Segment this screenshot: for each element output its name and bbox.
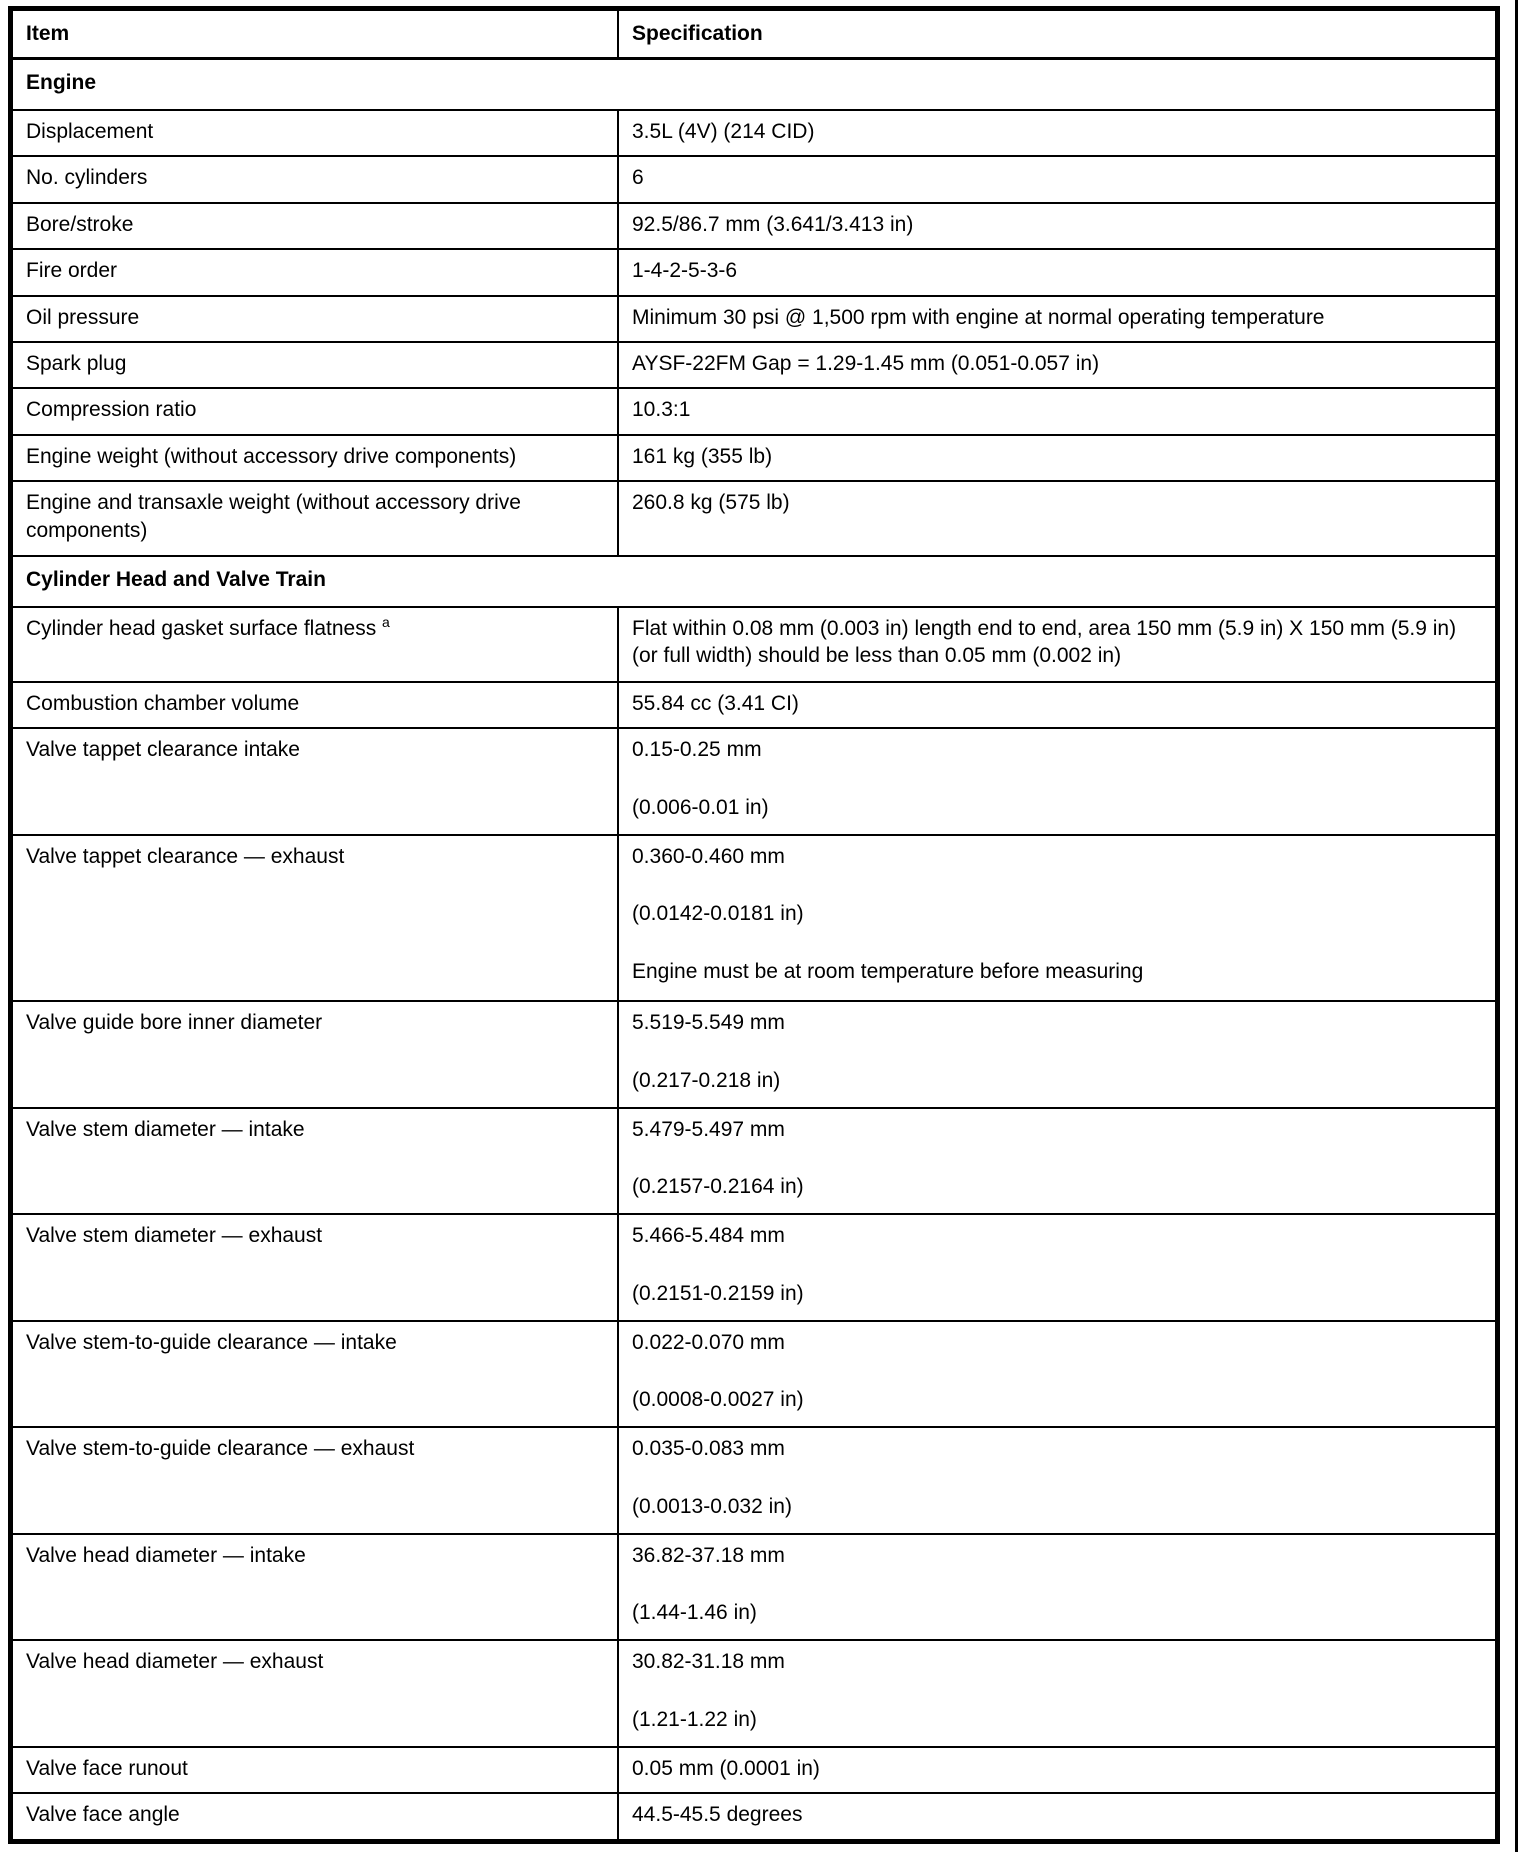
- spec-cell: [618, 1108, 1498, 1214]
- spec-cell: [618, 1793, 1498, 1841]
- spec-cell: [618, 203, 1498, 249]
- item-label: Valve head diameter — exhaust: [26, 1650, 324, 1674]
- page-edge-rule: [1515, 0, 1518, 1852]
- spec-cell: [618, 1214, 1498, 1320]
- item-cell: [11, 1001, 619, 1107]
- spec-line: 55.84 cc (3.41 CI): [632, 692, 799, 715]
- item-label: Valve stem diameter — intake: [26, 1117, 305, 1141]
- item-cell: [11, 296, 619, 342]
- item-label: Displacement: [26, 119, 154, 143]
- item-label: Valve stem-to-guide clearance — intake: [26, 1330, 397, 1354]
- spec-line: 44.5-45.5 degrees: [632, 1803, 803, 1827]
- spec-line: 30.82-31.18 mm: [632, 1650, 785, 1674]
- spec-line: 36.82-37.18 mm: [632, 1543, 785, 1567]
- item-label: Valve stem-to-guide clearance — exhaust: [26, 1437, 415, 1461]
- footnote-marker: a: [382, 613, 390, 630]
- section-row: [11, 556, 1498, 607]
- spec-line: 161 kg (355 lb): [632, 444, 773, 468]
- spec-cell: [618, 682, 1498, 728]
- table-row: [11, 1427, 1498, 1533]
- item-cell: [11, 481, 619, 556]
- spec-line: 5.519-5.549 mm: [632, 1011, 785, 1035]
- item-cell: [11, 1214, 619, 1320]
- spec-cell: [618, 607, 1498, 682]
- table-row: [11, 835, 1498, 1002]
- item-cell: [11, 1108, 619, 1214]
- spec-line: Minimum 30 psi @ 1,500 rpm with engine at normal operating temperature: [632, 305, 1325, 329]
- item-cell: [11, 1747, 619, 1793]
- spec-line: 10.3:1: [632, 398, 691, 422]
- item-label: Combustion chamber volume: [26, 692, 300, 715]
- item-label: Valve tappet clearance intake: [26, 738, 300, 762]
- item-cell: [11, 388, 619, 434]
- item-cell: [11, 1640, 619, 1746]
- spec-line: (1.21-1.22 in): [632, 1707, 757, 1731]
- item-cell: [11, 156, 619, 202]
- spec-cell: [618, 728, 1498, 834]
- spec-line: 5.479-5.497 mm: [632, 1117, 785, 1141]
- spec-cell: [618, 1640, 1498, 1746]
- item-label: Valve face runout: [26, 1756, 188, 1780]
- item-cell: [11, 728, 619, 834]
- item-cell: [11, 1793, 619, 1841]
- spec-line: 0.15-0.25 mm: [632, 738, 762, 762]
- item-cell: [11, 110, 619, 156]
- spec-line: 260.8 kg (575 lb): [632, 491, 790, 515]
- table-row: [11, 249, 1498, 295]
- table-header: [11, 9, 1498, 59]
- spec-line: (0.0013-0.032 in): [632, 1494, 792, 1518]
- spec-cell: [618, 1747, 1498, 1793]
- table-row: [11, 728, 1498, 834]
- spec-cell: [618, 110, 1498, 156]
- spec-line: 1-4-2-5-3-6: [632, 259, 738, 283]
- table-row: [11, 110, 1498, 156]
- table-body: [11, 59, 1498, 1842]
- item-label: Valve head diameter — intake: [26, 1543, 306, 1567]
- section-title: Cylinder Head and Valve Train: [11, 556, 1498, 607]
- item-label: Oil pressure: [26, 305, 140, 329]
- spec-cell: [618, 481, 1498, 556]
- item-cell: [11, 835, 619, 1002]
- item-cell: [11, 682, 619, 728]
- table-row: [11, 1534, 1498, 1640]
- spec-cell: [618, 249, 1498, 295]
- item-cell: [11, 203, 619, 249]
- table-row: [11, 1321, 1498, 1427]
- table-row: [11, 481, 1498, 556]
- spec-line: Engine must be at room temperature before measuring: [632, 959, 1144, 983]
- table-row: [11, 1747, 1498, 1793]
- table-row: [11, 607, 1498, 682]
- item-label: Fire order: [26, 259, 118, 283]
- table-row: [11, 342, 1498, 388]
- section-row: [11, 59, 1498, 110]
- item-label: Engine and transaxle weight (without accessory drive components): [26, 491, 521, 542]
- spec-line: 0.022-0.070 mm: [632, 1330, 785, 1354]
- column-header-specification: Specification: [618, 9, 1498, 59]
- spec-cell: [618, 435, 1498, 481]
- table-row: [11, 1214, 1498, 1320]
- spec-cell: [618, 156, 1498, 202]
- table-row: [11, 203, 1498, 249]
- item-label: Compression ratio: [26, 398, 197, 422]
- table-row: [11, 435, 1498, 481]
- spec-line: 6: [632, 166, 644, 190]
- table-row: [11, 388, 1498, 434]
- spec-cell: [618, 1321, 1498, 1427]
- table-row: [11, 156, 1498, 202]
- spec-line: 5.466-5.484 mm: [632, 1224, 785, 1248]
- item-cell: [11, 1321, 619, 1427]
- header-row: [11, 9, 1498, 59]
- item-label: Engine weight (without accessory drive components): [26, 444, 517, 468]
- spec-line: (0.2151-0.2159 in): [632, 1281, 804, 1305]
- spec-cell: [618, 1534, 1498, 1640]
- item-label: Valve face angle: [26, 1803, 180, 1827]
- item-cell: [11, 435, 619, 481]
- spec-cell: [618, 1001, 1498, 1107]
- table-row: [11, 682, 1498, 728]
- spec-line: (0.006-0.01 in): [632, 795, 769, 819]
- spec-line: 3.5L (4V) (214 CID): [632, 119, 815, 143]
- item-cell: [11, 249, 619, 295]
- spec-line: 0.360-0.460 mm: [632, 844, 785, 868]
- item-label: Valve tappet clearance — exhaust: [26, 844, 345, 868]
- item-label: Valve stem diameter — exhaust: [26, 1224, 323, 1248]
- specification-table: [8, 6, 1500, 1844]
- spec-line: 92.5/86.7 mm (3.641/3.413 in): [632, 212, 914, 236]
- spec-line: 0.05 mm (0.0001 in): [632, 1756, 820, 1780]
- item-label: No. cylinders: [26, 166, 148, 190]
- spec-line: (0.0142-0.0181 in): [632, 902, 804, 926]
- item-label: Cylinder head gasket surface flatness: [26, 616, 377, 640]
- spec-line: (0.2157-0.2164 in): [632, 1175, 804, 1199]
- spec-cell: [618, 296, 1498, 342]
- item-cell: [11, 342, 619, 388]
- table-row: [11, 1640, 1498, 1746]
- item-label: Spark plug: [26, 352, 127, 376]
- spec-cell: [618, 1427, 1498, 1533]
- item-cell: [11, 1427, 619, 1533]
- item-label: Bore/stroke: [26, 212, 134, 236]
- spec-line: (0.0008-0.0027 in): [632, 1388, 804, 1412]
- spec-cell: [618, 342, 1498, 388]
- column-header-item: Item: [11, 9, 619, 59]
- table-row: [11, 296, 1498, 342]
- spec-line: 0.035-0.083 mm: [632, 1437, 785, 1461]
- spec-line: Flat within 0.08 mm (0.003 in) length end to end, area 150 mm (5.9 in) X 150 mm (5.9 in) (or full width) should be less than 0.05 mm (0.002 in): [632, 616, 1457, 668]
- spec-cell: [618, 835, 1498, 1002]
- table-row: [11, 1793, 1498, 1841]
- table-row: [11, 1108, 1498, 1214]
- spec-line: (0.217-0.218 in): [632, 1068, 781, 1092]
- spec-cell: [618, 388, 1498, 434]
- spec-line: AYSF-22FM Gap = 1.29-1.45 mm (0.051-0.057 in): [632, 352, 1100, 376]
- spec-line: (1.44-1.46 in): [632, 1601, 757, 1625]
- item-cell: [11, 1534, 619, 1640]
- item-label: Valve guide bore inner diameter: [26, 1011, 323, 1035]
- section-title: Engine: [11, 59, 1498, 110]
- table-row: [11, 1001, 1498, 1107]
- item-cell: [11, 607, 619, 682]
